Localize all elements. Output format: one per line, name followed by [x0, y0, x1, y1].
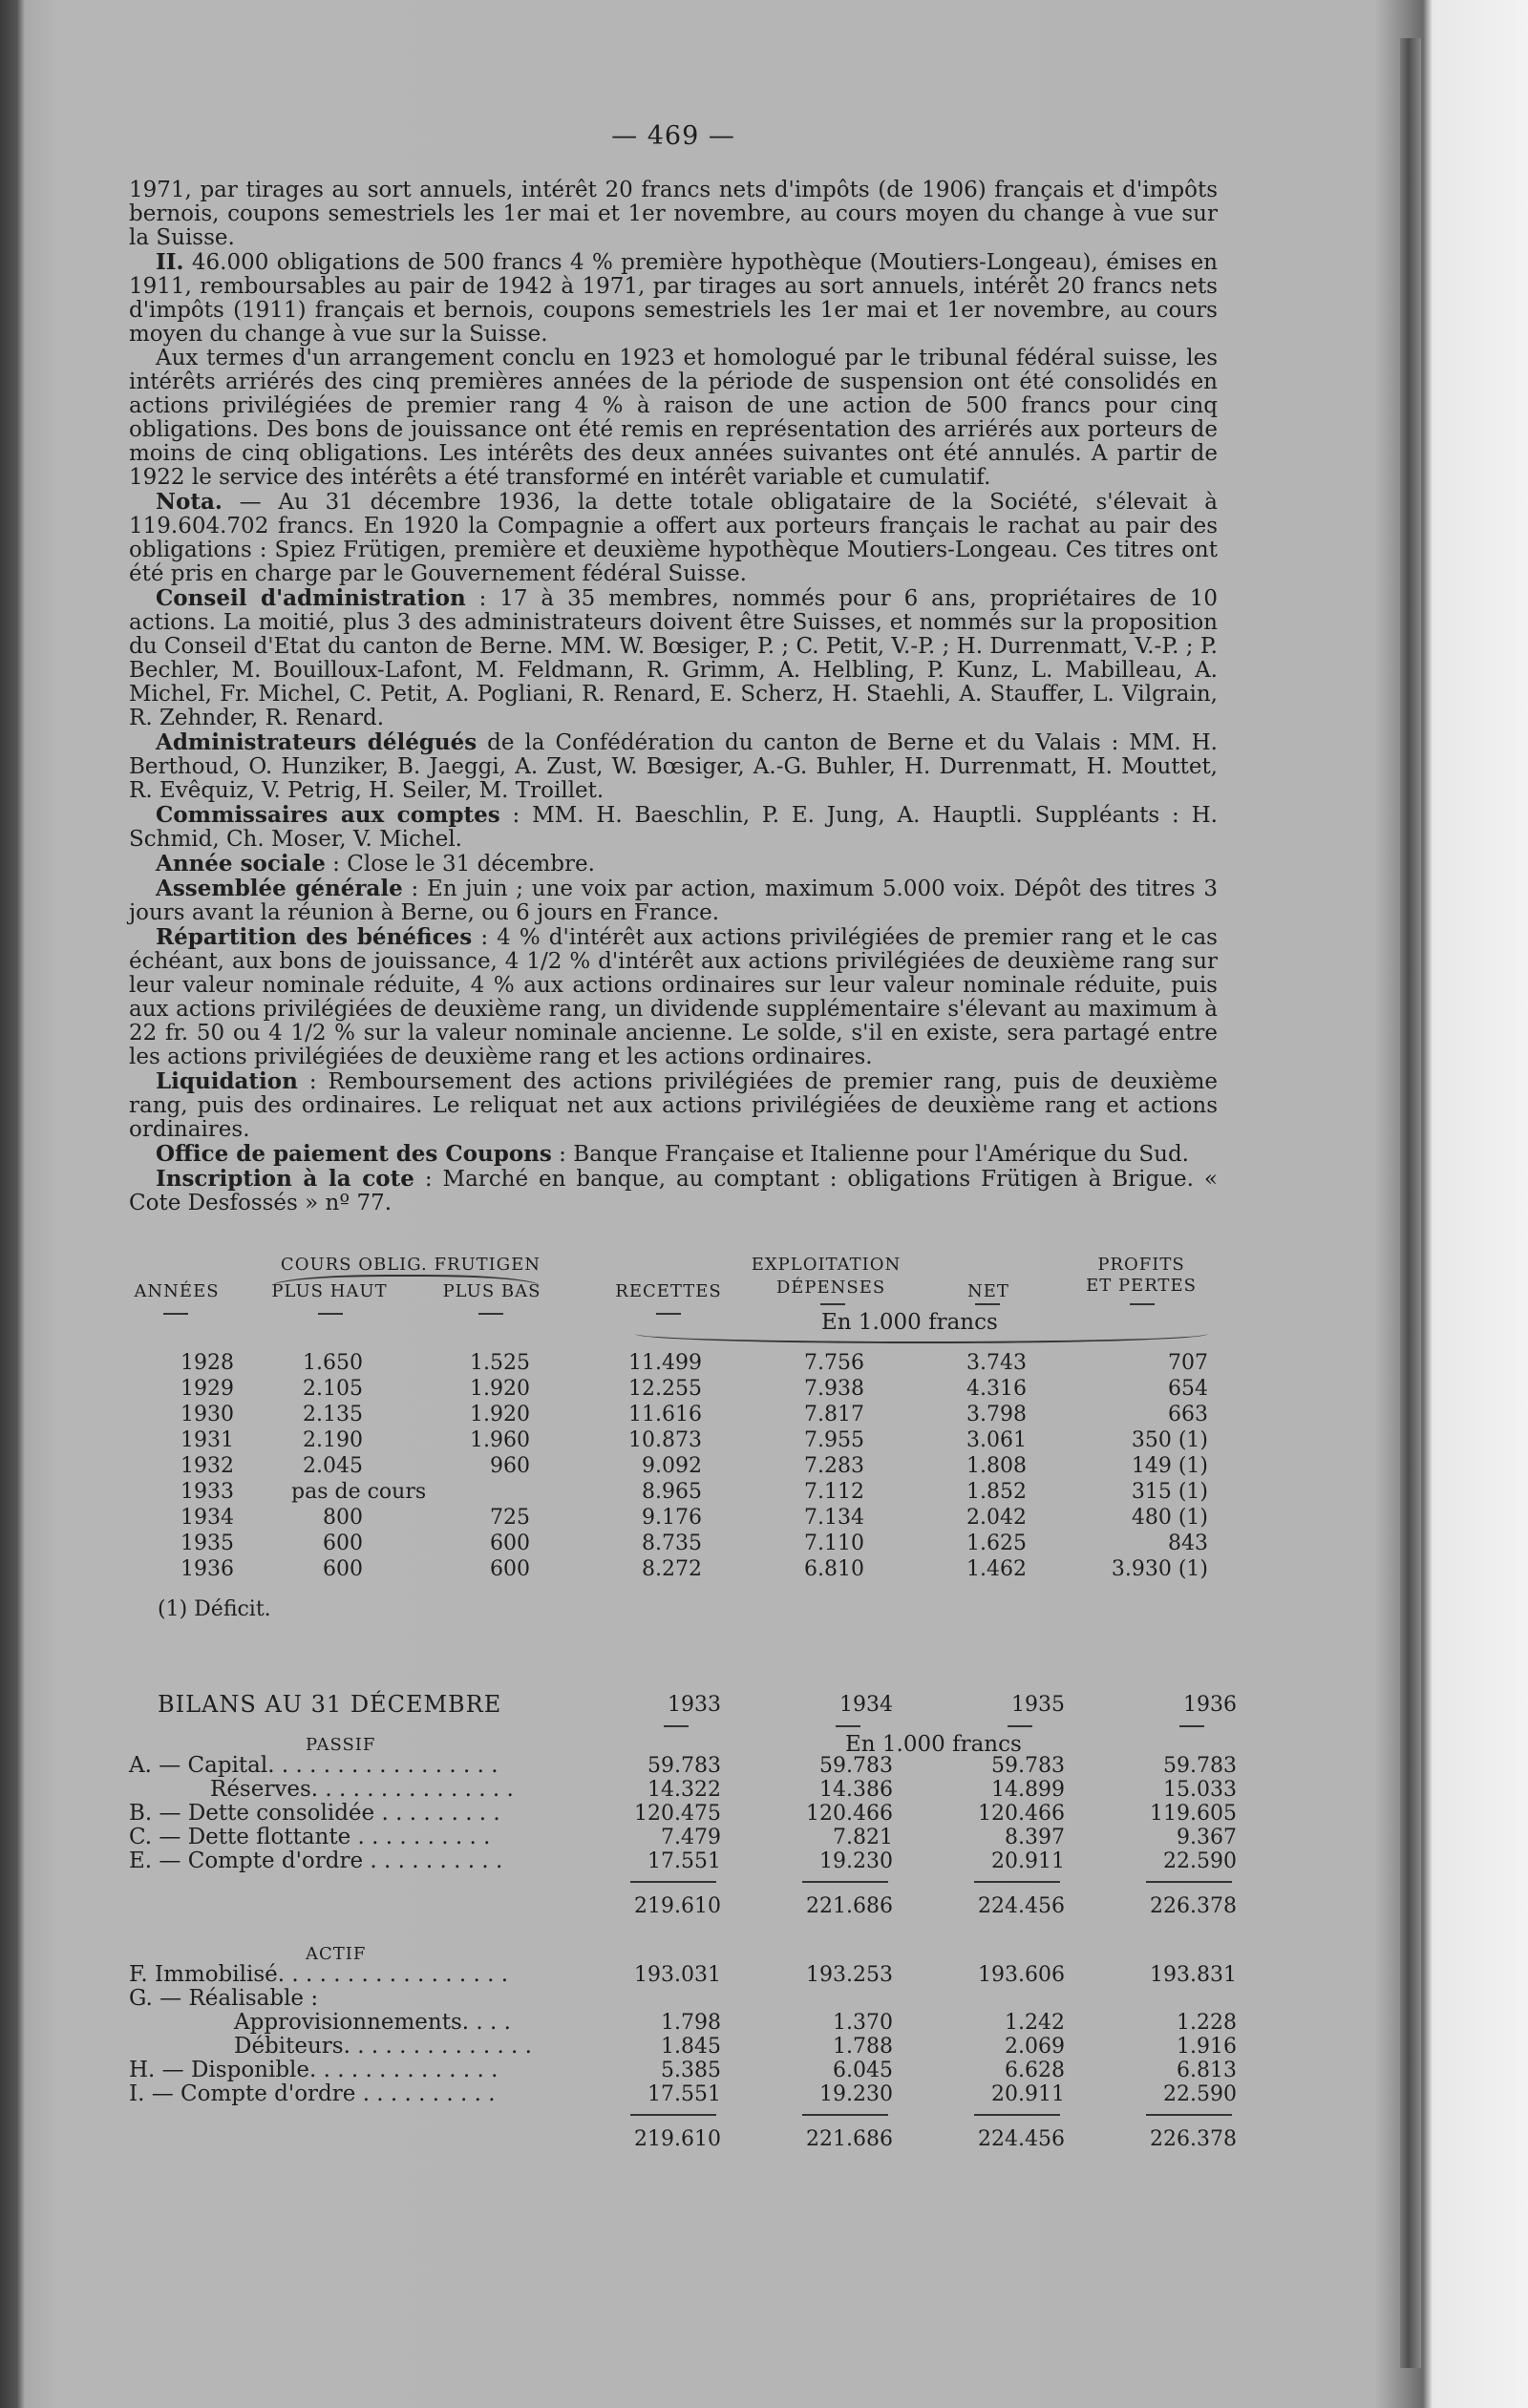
balance-value: 119.605: [1150, 1802, 1237, 1826]
paragraph: Année sociale : Close le 31 décembre.: [156, 851, 595, 877]
balance-value: 120.466: [806, 1802, 893, 1826]
paragraph: Administrateurs délégués de la Confédération du canton de Berne et du Valais : MM. H. Berthoud, O. Hunziker, B. Jaeggi, A. Zust, W. Bœsiger, A.-G. Buhler, H. Durrenmatt, H. Mouttet, R. Evêquiz, V. Petrig, H. Seiler, M. Troillet.: [129, 729, 1218, 803]
history-row: [129, 1403, 1218, 1426]
history-cell: 11.616: [628, 1403, 702, 1426]
paragraph: 1971, par tirages au sort annuels, intérêt 20 francs nets d'impôts (de 1906) français et d'impôts bernois, coupons semestriels les 1er mai et 1er novembre, au cours moyen du change à vue sur la Suisse.: [129, 178, 1218, 250]
actif-total: 219.610: [634, 2127, 721, 2151]
page-content: [129, 121, 1237, 2151]
balance-value: 6.628: [1005, 2059, 1065, 2082]
balance-label: C. — Dette flottante . . . . . . . . . .: [129, 1825, 491, 1849]
header-dash: [318, 1313, 343, 1315]
total-rule: [630, 2114, 716, 2116]
history-cell: 654: [1168, 1377, 1208, 1401]
balance-value: 193.831: [1150, 1963, 1237, 1987]
balance-value: 1.798: [661, 2011, 721, 2035]
paragraph: Conseil d'administration : 17 à 35 membres, nommés pour 6 ans, propriétaires de 10 actions. La moitié, plus 3 des administrateurs doivent être Suisses, et nommés sur la proposition du Conseil d'Etat du canton de Berne. MM. W. Bœsiger, P. ; C. Petit, V.-P. ; H. Durrenmatt, V.-P. ; P. Bechler, M. Bouilloux-Lafont, M. Feldmann, R. Grimm, A. Helbling, P. Kunz, L. Mabilleau, A. Michel, Fr. Michel, C. Petit, A. Pogliani, R. Renard, E. Scherz, H. Staehli, A. Stauffer, L. Vilgrain, R. Zehnder, R. Renard.: [129, 585, 1218, 730]
header-dash: [163, 1313, 188, 1315]
history-cell: 149 (1): [1131, 1454, 1208, 1478]
passif-label: PASSIF: [306, 1735, 376, 1755]
actif-label: ACTIF: [306, 1944, 367, 1964]
actif-total: 224.456: [978, 2127, 1065, 2151]
balance-value: 17.551: [647, 1849, 721, 1873]
paragraph-lead: Liquidation: [156, 1068, 298, 1094]
history-cell: 1.650: [303, 1351, 363, 1375]
year-rule: [664, 1725, 689, 1727]
col-header-net: NET: [967, 1281, 1009, 1301]
paragraph-lead: II.: [156, 249, 184, 275]
history-cell: 6.810: [804, 1557, 864, 1581]
balance-value: 1.370: [833, 2011, 893, 2035]
balance-value: 20.911: [991, 2082, 1065, 2106]
unit-brace: [635, 1334, 1208, 1343]
history-cell: 725: [490, 1506, 530, 1530]
book-page-edge: [1400, 38, 1421, 2368]
col-header-profits: PROFITS: [1097, 1255, 1185, 1275]
balance-label: G. — Réalisable :: [129, 1986, 319, 2011]
paragraph-lead: Commissaires aux comptes: [156, 802, 500, 828]
header-dash: [820, 1303, 845, 1305]
history-cell: 1929: [180, 1377, 234, 1401]
history-cell: 10.873: [628, 1428, 702, 1452]
balance-value: 19.230: [819, 1849, 893, 1873]
balance-label: E. — Compte d'ordre . . . . . . . . . .: [129, 1848, 503, 1873]
history-cell: 1.960: [470, 1428, 530, 1452]
balance-value: 59.783: [819, 1754, 893, 1778]
unit-label: En 1.000 francs: [845, 1732, 1022, 1757]
history-cell: 1931: [180, 1428, 234, 1452]
paragraph-lead: Inscription à la cote: [156, 1166, 414, 1192]
balance-value: 9.367: [1177, 1826, 1237, 1849]
balance-value: 8.397: [1005, 1826, 1065, 1849]
paragraph: Commissaires aux comptes : MM. H. Baeschlin, P. E. Jung, A. Hauptli. Suppléants : H. Schmid, Ch. Moser, V. Michel.: [129, 802, 1218, 852]
col-header-recettes: RECETTES: [615, 1281, 722, 1301]
history-row: [129, 1351, 1218, 1374]
history-cell: 1936: [180, 1557, 234, 1581]
year-header: 1935: [1011, 1693, 1065, 1717]
history-cell: 7.756: [804, 1351, 864, 1375]
balance-value: 1.845: [661, 2035, 721, 2059]
page-number: — 469 —: [611, 121, 735, 151]
year-header: 1936: [1183, 1693, 1237, 1717]
col-header-et-pertes: ET PERTES: [1086, 1276, 1197, 1296]
history-cell: 600: [323, 1531, 363, 1555]
unit-label: En 1.000 francs: [821, 1310, 998, 1335]
header-dash: [975, 1303, 1000, 1305]
balance-title: BILANS AU 31 DÉCEMBRE: [158, 1691, 502, 1718]
total-rule: [630, 1881, 716, 1883]
history-cell: pas de cours: [291, 1480, 427, 1504]
history-cell: 7.955: [804, 1428, 864, 1452]
year-rule: [1008, 1725, 1032, 1727]
balance-value: 20.911: [991, 1849, 1065, 1873]
balance-value: 19.230: [819, 2082, 893, 2106]
balance-value: 6.813: [1177, 2059, 1237, 2082]
history-row: [129, 1480, 1218, 1503]
passif-total: 224.456: [978, 1894, 1065, 1918]
history-cell: 1933: [180, 1480, 234, 1504]
history-cell: 663: [1168, 1403, 1208, 1426]
history-cell: 2.135: [303, 1403, 363, 1426]
year-rule: [836, 1725, 860, 1727]
header-dash: [656, 1313, 681, 1315]
header-dash: [1130, 1303, 1155, 1305]
balance-value: 120.466: [978, 1802, 1065, 1826]
history-cell: 350 (1): [1131, 1428, 1208, 1452]
history-row: [129, 1531, 1218, 1554]
history-cell: 7.283: [804, 1454, 864, 1478]
paragraph: Nota. — Au 31 décembre 1936, la dette totale obligataire de la Société, s'élevait à 119.604.702 francs. En 1920 la Compagnie a offert aux porteurs français le rachat au pair des obligations : Spiez Frütigen, première et deuxième hypothèque Moutiers-Longeau. Ces titres ont été pris en charge par le Gouvernement fédéral Suisse.: [129, 489, 1218, 586]
passif-total: 226.378: [1150, 1894, 1237, 1918]
paragraph: Office de paiement des Coupons : Banque Française et Italienne pour l'Amérique du Sud.: [156, 1141, 1189, 1167]
balance-value: 14.899: [991, 1778, 1065, 1802]
paragraph: Inscription à la cote : Marché en banque, au comptant : obligations Frütigen à Brigue. « Cote Desfossés » nº 77.: [129, 1166, 1218, 1215]
balance-value: 1.228: [1177, 2011, 1237, 2035]
col-header-cours: COURS OBLIG. FRUTIGEN: [280, 1255, 541, 1275]
history-cell: 1.808: [966, 1454, 1027, 1478]
total-rule: [974, 1881, 1060, 1883]
history-cell: 1.920: [470, 1377, 530, 1401]
balance-value: 22.590: [1163, 1849, 1237, 1873]
history-cell: 1930: [180, 1403, 234, 1426]
history-cell: 1.625: [966, 1531, 1027, 1555]
history-table: [129, 1240, 1218, 1621]
history-cell: 1928: [180, 1351, 234, 1375]
balance-value: 59.783: [647, 1754, 721, 1778]
balance-value: 15.033: [1163, 1778, 1237, 1802]
actif-total: 226.378: [1150, 2127, 1237, 2151]
history-cell: 8.272: [642, 1557, 702, 1581]
balance-value: 17.551: [647, 2082, 721, 2106]
history-cell: 1.920: [470, 1403, 530, 1426]
paragraph-lead: Conseil d'administration: [156, 585, 466, 611]
balance-label: B. — Dette consolidée . . . . . . . . .: [129, 1801, 500, 1826]
balance-value: 1.916: [1177, 2035, 1237, 2059]
paragraph: Liquidation : Remboursement des actions privilégiées de premier rang, puis de deuxième rang, puis des ordinaires. Le reliquat net aux actions privilégiées de deuxième rang et actions ordinaires.: [129, 1068, 1218, 1142]
history-row: [129, 1454, 1218, 1477]
col-header-annees: ANNÉES: [134, 1281, 220, 1301]
col-header-plus-bas: PLUS BAS: [442, 1281, 541, 1301]
paragraph-lead: Administrateurs délégués: [156, 729, 478, 755]
year-header: 1934: [839, 1693, 893, 1717]
total-rule: [1146, 2114, 1232, 2116]
year-rule: [1179, 1725, 1204, 1727]
balance-value: 1.788: [833, 2035, 893, 2059]
balance-value: 5.385: [661, 2059, 721, 2082]
col-header-depenses: DÉPENSES: [775, 1278, 886, 1298]
balance-value: 193.606: [978, 1963, 1065, 1987]
history-cell: 1935: [180, 1531, 234, 1555]
history-cell: 800: [323, 1506, 363, 1530]
history-cell: 8.735: [642, 1531, 702, 1555]
history-cell: 600: [323, 1557, 363, 1581]
history-cell: 7.817: [804, 1403, 864, 1426]
balance-value: 59.783: [991, 1754, 1065, 1778]
balance-value: 193.253: [806, 1963, 893, 1987]
balance-label: Réserves. . . . . . . . . . . . . . .: [210, 1777, 514, 1802]
total-rule: [1146, 1881, 1232, 1883]
balance-label: F. Immobilisé. . . . . . . . . . . . . . . . .: [129, 1962, 509, 1987]
body-text: [129, 179, 1218, 1215]
history-row: [129, 1557, 1218, 1580]
history-cell: 1932: [180, 1454, 234, 1478]
balance-value: 120.475: [634, 1802, 721, 1826]
passif-total: 221.686: [806, 1894, 893, 1918]
header-dash: [478, 1313, 503, 1315]
balance-label: Approvisionnements. . . .: [234, 2010, 511, 2035]
history-cell: 480 (1): [1131, 1506, 1208, 1530]
history-cell: 600: [490, 1557, 530, 1581]
total-rule: [802, 2114, 888, 2116]
paragraph-lead: Nota.: [156, 489, 223, 515]
actif-total: 221.686: [806, 2127, 893, 2151]
history-cell: 8.965: [642, 1480, 702, 1504]
history-cell: 11.499: [628, 1351, 702, 1375]
balance-value: 22.590: [1163, 2082, 1237, 2106]
history-cell: 12.255: [628, 1377, 702, 1401]
balance-value: 193.031: [634, 1963, 721, 1987]
paragraph: II. 46.000 obligations de 500 francs 4 % première hypothèque (Moutiers-Longeau), émises en 1911, remboursables au pair de 1942 à 1971, par tirages au sort annuels, intérêt 20 francs nets d'impôts (1911) français et bernois, coupons semestriels les 1er mai et 1er novembre, au cours moyen du change à vue sur la Suisse.: [129, 249, 1218, 347]
paragraph: Répartition des bénéfices : 4 % d'intérêt aux actions privilégiées de premier rang et le cas échéant, aux bons de jouissance, 4 1/2 % d'intérêt aux actions privilégiées de deuxième rang sur leur valeur nominale réduite, 4 % aux actions ordinaires sur leur valeur nominale réduite, puis aux actions privilégiées de deuxième rang, un dividende supplémentaire s'élevant au maximum à 22 fr. 50 ou 4 1/2 % sur la valeur nominale ancienne. Le solde, s'il en existe, sera partagé entre les actions privilégiées de deuxième rang et les actions ordinaires.: [129, 924, 1218, 1069]
history-cell: 3.930 (1): [1111, 1557, 1208, 1581]
balance-label: Débiteurs. . . . . . . . . . . . . .: [234, 2034, 532, 2059]
history-cell: 600: [490, 1531, 530, 1555]
history-row: [129, 1377, 1218, 1400]
history-cell: 1934: [180, 1506, 234, 1530]
history-cell: 3.743: [966, 1351, 1027, 1375]
footnote: (1) Déficit.: [158, 1597, 271, 1621]
history-row: [129, 1428, 1218, 1451]
total-rule: [974, 2114, 1060, 2116]
history-cell: 3.061: [966, 1428, 1027, 1452]
paragraph-lead: Répartition des bénéfices: [156, 924, 473, 950]
history-cell: 7.110: [804, 1531, 864, 1555]
history-cell: 9.092: [642, 1454, 702, 1478]
history-cell: 2.105: [303, 1377, 363, 1401]
history-row: [129, 1506, 1218, 1529]
col-header-exploitation: EXPLOITATION: [751, 1255, 902, 1275]
balance-value: 1.242: [1005, 2011, 1065, 2035]
history-cell: 2.042: [966, 1506, 1027, 1530]
history-cell: 315 (1): [1131, 1480, 1208, 1504]
history-cell: 707: [1168, 1351, 1208, 1375]
history-cell: 1.462: [966, 1557, 1027, 1581]
history-cell: 1.525: [470, 1351, 530, 1375]
history-cell: 7.938: [804, 1377, 864, 1401]
history-cell: 9.176: [642, 1506, 702, 1530]
balance-value: 7.821: [833, 1826, 893, 1849]
balance-value: 14.322: [647, 1778, 721, 1802]
paragraph-lead: Office de paiement des Coupons: [156, 1141, 552, 1167]
history-cell: 843: [1168, 1531, 1208, 1555]
history-cell: 4.316: [966, 1377, 1027, 1401]
balance-value: 14.386: [819, 1778, 893, 1802]
history-cell: 2.045: [303, 1454, 363, 1478]
paragraph: Aux termes d'un arrangement conclu en 1923 et homologué par le tribunal fédéral suisse, les intérêts arriérés des cinq premières années de la période de suspension ont été consolidés en actions privilégiées de premier rang 4 % à raison de une action de 500 francs pour cinq obligations. Des bons de jouissance ont été remis en représentation des arriérés aux porteurs de moins de cinq obligations. Les intérêts des deux années suivantes ont été annulés. A partir de 1922 le service des intérêts a été transformé en intérêt variable et cumulatif.: [129, 346, 1218, 490]
history-cell: 7.112: [804, 1480, 864, 1504]
history-cell: 1.852: [966, 1480, 1027, 1504]
balance-value: 59.783: [1163, 1754, 1237, 1778]
history-cell: 960: [490, 1454, 530, 1478]
paragraph: Assemblée générale : En juin ; une voix par action, maximum 5.000 voix. Dépôt des titres 3 jours avant la réunion à Berne, ou 6 jours en France.: [129, 876, 1218, 925]
history-cell: 2.190: [303, 1428, 363, 1452]
paragraph-lead: Assemblée générale: [156, 876, 403, 901]
balance-value: 7.479: [661, 1826, 721, 1849]
passif-total: 219.610: [634, 1894, 721, 1918]
balance-label: H. — Disponible. . . . . . . . . . . . . .: [129, 2058, 499, 2082]
balance-value: 6.045: [833, 2059, 893, 2082]
year-header: 1933: [668, 1693, 721, 1717]
paragraph-lead: Année sociale: [156, 851, 326, 877]
col-header-plus-haut: PLUS HAUT: [271, 1281, 388, 1301]
balance-label: A. — Capital. . . . . . . . . . . . . . . . .: [129, 1753, 499, 1778]
history-cell: 3.798: [966, 1403, 1027, 1426]
history-cell: 7.134: [804, 1506, 864, 1530]
balance-value: 2.069: [1005, 2035, 1065, 2059]
total-rule: [802, 1881, 888, 1883]
balance-label: I. — Compte d'ordre . . . . . . . . . .: [129, 2081, 496, 2106]
